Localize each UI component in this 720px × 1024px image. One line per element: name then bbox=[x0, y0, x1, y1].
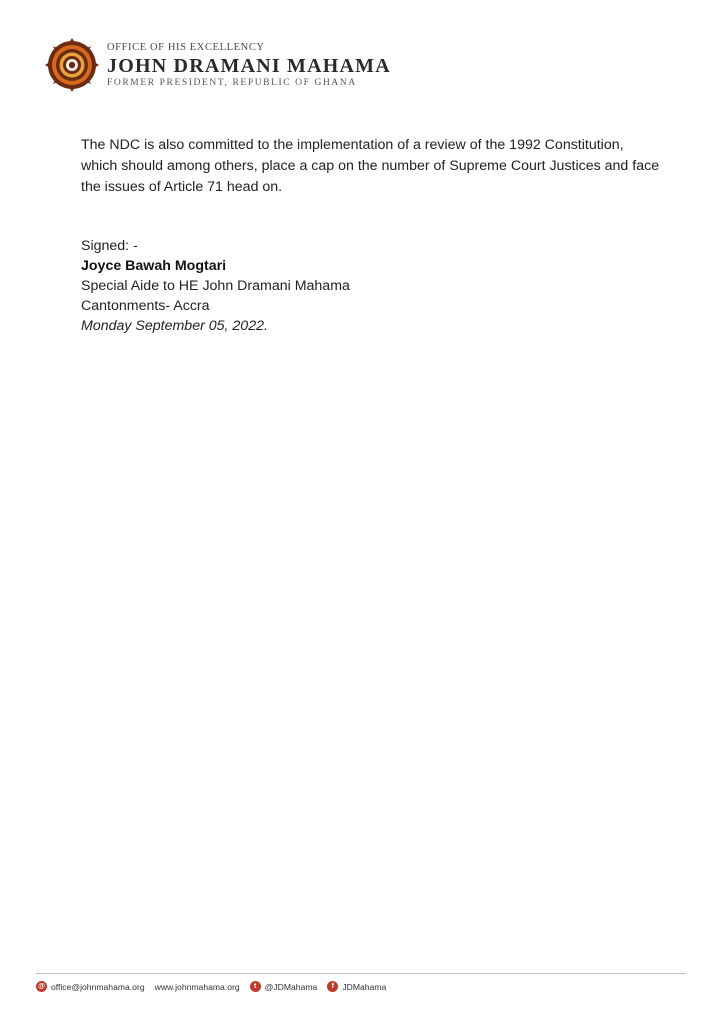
twitter-icon: t bbox=[250, 981, 261, 992]
footer-email[interactable] bbox=[36, 981, 145, 992]
footer-facebook-text[interactable]: JDMahama bbox=[342, 981, 387, 992]
facebook-icon: f bbox=[327, 981, 338, 992]
body-paragraph: The NDC is also committed to the implementation of a review of the 1992 Constitution, which should among others, place a cap on the number of Supreme Court Justices and face the issues of Article 71 head on. bbox=[81, 137, 660, 195]
footer-website[interactable] bbox=[155, 982, 240, 992]
signature-block bbox=[81, 236, 350, 336]
footer-facebook[interactable] bbox=[327, 981, 386, 992]
signatory-location: Cantonments- Accra bbox=[81, 298, 210, 314]
signature-date: Monday September 05, 2022. bbox=[81, 318, 268, 334]
footer-twitter[interactable] bbox=[250, 981, 318, 992]
footer-website-text[interactable]: www.johnmahama.org bbox=[154, 981, 240, 992]
letterhead-title: FORMER PRESIDENT, REPUBLIC OF GHANA bbox=[107, 77, 357, 88]
letterhead bbox=[45, 38, 391, 92]
footer-email-text[interactable]: office@johnmahama.org bbox=[51, 981, 145, 992]
footer-twitter-text[interactable]: @JDMahama bbox=[264, 981, 318, 992]
ndc-seal-icon bbox=[45, 38, 99, 92]
footer-divider bbox=[36, 973, 686, 974]
email-icon: @ bbox=[36, 981, 47, 992]
signatory-role: Special Aide to HE John Dramani Mahama bbox=[81, 278, 350, 294]
letterhead-office: OFFICE OF HIS EXCELLENCY bbox=[107, 41, 265, 53]
signatory-name: Joyce Bawah Mogtari bbox=[81, 258, 227, 274]
footer bbox=[36, 981, 396, 992]
signed-label: Signed: - bbox=[81, 238, 138, 254]
letterhead-name: JOHN DRAMANI MAHAMA bbox=[107, 54, 391, 77]
